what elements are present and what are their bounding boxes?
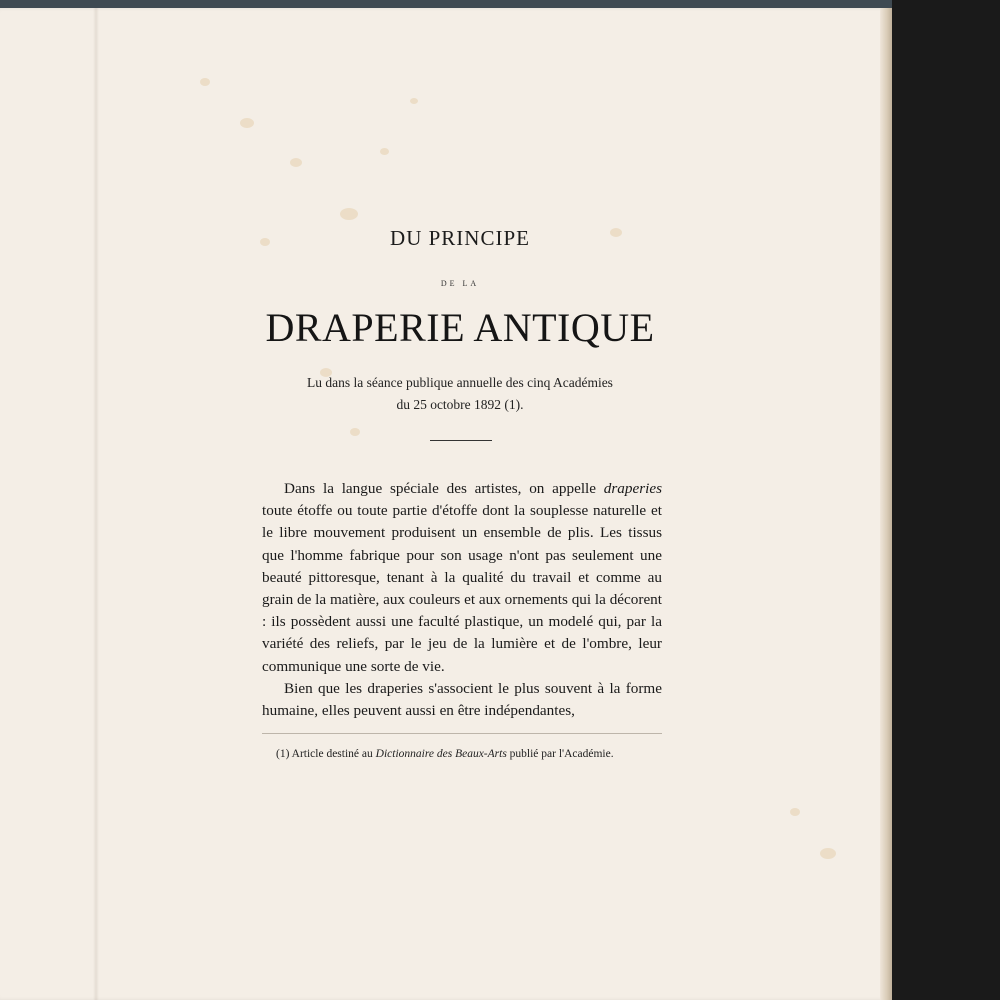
p1-text-b: toute étoffe ou toute partie d'étoffe dont la souplesse naturelle et le libre mouvement produisent un ensemble de plis. Les tissus que l'homme fabrique pour son usage n'ont pas seulement une beauté pittoresque, tenant à la qualité du travail et comme au grain de la matière, aux couleurs et aux ornements qui la décorent : ils possèdent aussi une faculté plastique, un modelé qui, par la variété des reliefs, par le jeu de la lumière et de l'ombre, leur communique une sorte de vie. — [262, 502, 662, 675]
footnote — [262, 746, 662, 763]
footnote-divider — [262, 733, 662, 734]
page-gutter-fold — [93, 8, 99, 1000]
p1-italic: draperies — [603, 480, 662, 497]
footnote-text-a: (1) Article destiné au — [276, 748, 376, 760]
top-edge-cover — [0, 0, 892, 8]
subtitle-line-2: du 25 octobre 1892 (1). — [396, 397, 524, 412]
title-line-1: DU PRINCIPE — [390, 226, 530, 250]
footnote-italic: Dictionnaire des Beaux-Arts — [375, 748, 507, 760]
subtitle — [240, 372, 680, 416]
title-divider — [430, 440, 492, 441]
p1-text-a: Dans la langue spéciale des artistes, on appelle — [284, 480, 604, 497]
footnote-text — [262, 746, 662, 763]
page-edge-right — [880, 8, 892, 1000]
title-main: DRAPERIE ANTIQUE — [265, 305, 655, 350]
title-line-2: DE LA — [440, 279, 480, 288]
paragraph-2: Bien que les draperies s'associent le plus souvent à la forme humaine, elles peuvent aussi en être indépendantes, — [262, 679, 662, 720]
body-text — [262, 478, 662, 722]
paragraph-1 — [262, 478, 662, 678]
subtitle-line-1: Lu dans la séance publique annuelle des cinq Académies — [307, 375, 613, 390]
footnote-text-b: publié par l'Académie. — [506, 748, 614, 760]
